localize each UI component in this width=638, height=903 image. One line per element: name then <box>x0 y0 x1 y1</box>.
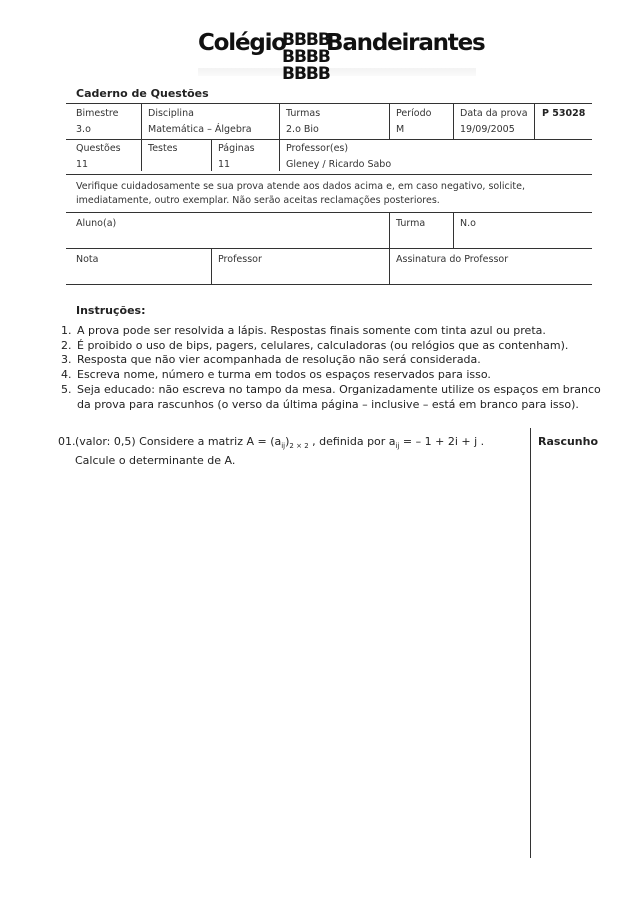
assinatura-field-label: Assinatura do Professor <box>396 254 509 265</box>
nota-field-label: Nota <box>76 254 99 265</box>
instruction-item: 5. Seja educado: não escreva no tampo da mesa. Organizadamente utilize os espaços em branco da prova para rascunhos (o verso da última página – inclusive – está em branco para isso). <box>61 382 601 411</box>
instruction-item: 4. Escreva nome, número e turma em todos os espaços reservados para isso. <box>61 368 491 382</box>
rule <box>66 212 592 213</box>
periodo-label: Período <box>396 108 432 119</box>
divider <box>141 139 142 171</box>
logo-shadow <box>198 68 476 76</box>
data-prova-label: Data da prova <box>460 108 528 119</box>
bimestre-label: Bimestre <box>76 108 119 119</box>
data-prova-value: 19/09/2005 <box>460 124 515 135</box>
divider <box>279 103 280 171</box>
questoes-label: Questões <box>76 143 121 154</box>
divider <box>534 103 535 139</box>
instructions-list <box>61 324 601 412</box>
paginas-label: Páginas <box>218 143 255 154</box>
rule <box>66 174 592 175</box>
instruction-item: 2. É proibido o uso de bips, pagers, celulares, calculadoras (ou relógios que as contenham). <box>61 338 569 352</box>
rascunho-label: Rascunho <box>538 435 599 448</box>
disciplina-label: Disciplina <box>148 108 194 119</box>
instruction-item: 1. A prova pode ser resolvida a lápis. Respostas finais somente com tinta azul ou preta. <box>61 324 546 337</box>
professores-value: Gleney / Ricardo Sabo <box>286 159 392 170</box>
turmas-label: Turmas <box>286 108 321 119</box>
school-logo <box>198 24 485 84</box>
aluno-field-label: Aluno(a) <box>76 218 117 229</box>
disciplina-value: Matemática – Álgebra <box>148 124 252 135</box>
divider <box>389 103 390 139</box>
logo-b-mark-row1: BBBB <box>282 30 330 50</box>
divider <box>453 212 454 248</box>
question-statement: (valor: 0,5) Considere a matriz $A = (a_{ij})_{2 \times 2}$ , definida por $a_{ij}$ = – 1 + 2i + j . <box>75 435 485 451</box>
question-instruction: Calcule o determinante de A. <box>75 453 236 467</box>
divider <box>211 139 212 171</box>
paginas-value: 11 <box>218 159 231 170</box>
question-01 <box>58 435 528 469</box>
divider <box>211 248 212 284</box>
periodo-value: M <box>396 124 405 135</box>
rule <box>66 103 592 104</box>
divider <box>389 212 390 248</box>
testes-label: Testes <box>148 143 178 154</box>
instructions-title: Instruções: <box>76 304 146 317</box>
question-number: 01. <box>58 435 76 448</box>
numero-field-label: N.o <box>460 218 476 229</box>
logo-text-colegio: Colégio <box>198 30 286 56</box>
bimestre-value: 3.o <box>76 124 91 135</box>
divider <box>453 103 454 139</box>
logo-text-bandeirantes: Bandeirantes <box>326 30 485 56</box>
professores-label: Professor(es) <box>286 143 349 154</box>
logo-b-mark-row3: BBBB <box>282 64 330 84</box>
turmas-value: 2.o Bio <box>286 124 319 135</box>
rascunho-divider <box>530 428 531 858</box>
rule <box>66 248 592 249</box>
questoes-value: 11 <box>76 159 89 170</box>
divider <box>141 103 142 139</box>
turma-field-label: Turma <box>396 218 426 229</box>
verification-note: Verifique cuidadosamente se sua prova atende aos dados acima e, em caso negativo, solicite, imediatamente, outro exemplar. Não serão aceitas reclamações posteriores. <box>76 181 525 206</box>
logo-b-mark-row2: BBBB <box>282 47 330 67</box>
caderno-title: Caderno de Questões <box>76 87 209 100</box>
rule <box>66 284 592 285</box>
divider <box>389 248 390 284</box>
professor-field-label: Professor <box>218 254 262 265</box>
instruction-item: 3. Resposta que não vier acompanhada de resolução não será considerada. <box>61 353 481 367</box>
rule <box>66 139 592 140</box>
prova-code: P 53028 <box>542 108 586 119</box>
